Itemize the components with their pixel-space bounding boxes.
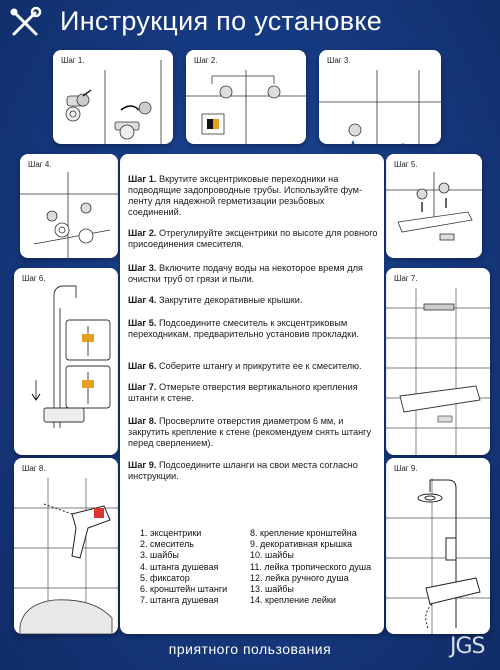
instruction-7 [128, 382, 378, 404]
wrench-screwdriver-icon [8, 6, 42, 40]
step-2-card [186, 50, 306, 144]
part-item: 11. лейка тропического душа [250, 561, 372, 572]
part-item: 6. кронштейн штанги [140, 584, 228, 595]
instruction-3-num: Шаг 3. [128, 263, 157, 273]
instruction-8-num: Шаг 8. [128, 416, 157, 426]
step-7-card [386, 268, 490, 455]
instruction-5-num: Шаг 5. [128, 318, 157, 328]
header [0, 0, 500, 45]
instruction-3-text: Включите подачу воды на некоторое время для очистки труб от грязи и пыли. [128, 263, 363, 284]
footer-text: приятного пользования [168, 641, 332, 657]
step-4-card [20, 154, 118, 258]
part-item: 1. эксцентрики [140, 528, 202, 538]
instruction-8 [128, 416, 378, 449]
step-3-card [319, 50, 441, 144]
instruction-6-text: Соберите штангу и прикрутите ее к смесителю. [158, 361, 362, 371]
step-8-label: Шаг 8. [22, 464, 46, 473]
instruction-1-num: Шаг 1. [128, 174, 157, 184]
step-6-illustration [14, 268, 118, 455]
step-8-card [14, 458, 118, 634]
instruction-8-text: Просверлите отверстия диаметром 6 мм, и закрутить крепление к стене (рекомендуем снять штангу перед сверлением). [128, 416, 372, 448]
part-item: 8. крепление кронштейна [250, 528, 357, 538]
instruction-1 [128, 174, 378, 218]
instruction-9-text: Подсоедините шланги на свои места согласно инструкции. [128, 460, 358, 481]
instruction-9 [128, 460, 378, 482]
part-item: 10. шайбы [250, 550, 294, 561]
part-item: 12. лейка ручного душа [250, 572, 349, 583]
instructions-panel [120, 154, 384, 634]
instruction-2-text: Отрегулируйте эксцентрики по высоте для ровного присоединения смесителя. [128, 228, 378, 249]
step-9-illustration [386, 458, 490, 634]
step-7-illustration [386, 268, 490, 455]
brand-logo: JGS [450, 634, 485, 659]
step-7-label: Шаг 7. [394, 274, 418, 283]
instruction-5 [128, 318, 378, 340]
part-item: 14. крепление лейки [250, 595, 336, 606]
part-item: 7. штанга душевая [140, 595, 219, 606]
part-item: 3. шайбы [140, 550, 179, 561]
instruction-6-num: Шаг 6. [128, 361, 157, 371]
instruction-1-text: Вкрутите эксцентриковые переходники на подводящие задопроводные трубы. Используйте фум-ленту для надежной герметизации резьбовых соединений. [128, 174, 363, 217]
page-title: Инструкция по установке [60, 6, 383, 36]
step-6-card [14, 268, 118, 455]
step-4-label: Шаг 4. [28, 160, 52, 169]
instruction-3 [128, 263, 378, 285]
step-1-label: Шаг 1. [61, 56, 85, 65]
part-item: 4. штанга душевая [140, 561, 219, 572]
instruction-4-num: Шаг 4. [128, 295, 157, 305]
instruction-4-text: Закрутите декоративные крышки. [158, 295, 303, 305]
step-9-label: Шаг 9. [394, 464, 418, 473]
parts-list-left [140, 528, 227, 606]
instruction-2 [128, 228, 378, 250]
instruction-2-num: Шаг 2. [128, 228, 157, 238]
part-item: 5. фиксатор [140, 572, 190, 583]
part-item: 9. декоративная крышка [250, 539, 353, 550]
step-4-illustration [20, 154, 118, 258]
step-8-illustration [14, 458, 118, 634]
step-5-card [386, 154, 482, 258]
step-1-card [53, 50, 173, 144]
step-2-label: Шаг 2. [194, 56, 218, 65]
step-5-label: Шаг 5. [394, 160, 418, 169]
part-item: 13. шайбы [250, 584, 294, 595]
step-5-illustration [386, 154, 482, 258]
instruction-5-text: Подсоедините смеситель к эксцентриковым переходникам, предварительно установив прокладки. [128, 318, 359, 339]
instruction-6 [128, 361, 378, 372]
step-3-label: Шаг 3. [327, 56, 351, 65]
step-6-label: Шаг 6. [22, 274, 46, 283]
instruction-7-num: Шаг 7. [128, 382, 157, 392]
instruction-7-text: Отмерьте отверстия вертикального крепления штанги к стене. [128, 382, 358, 403]
part-item: 2. смеситель [140, 539, 194, 550]
step-9-card [386, 458, 490, 634]
parts-list-right [250, 528, 371, 606]
instruction-4 [128, 295, 378, 306]
instruction-9-num: Шаг 9. [128, 460, 157, 470]
